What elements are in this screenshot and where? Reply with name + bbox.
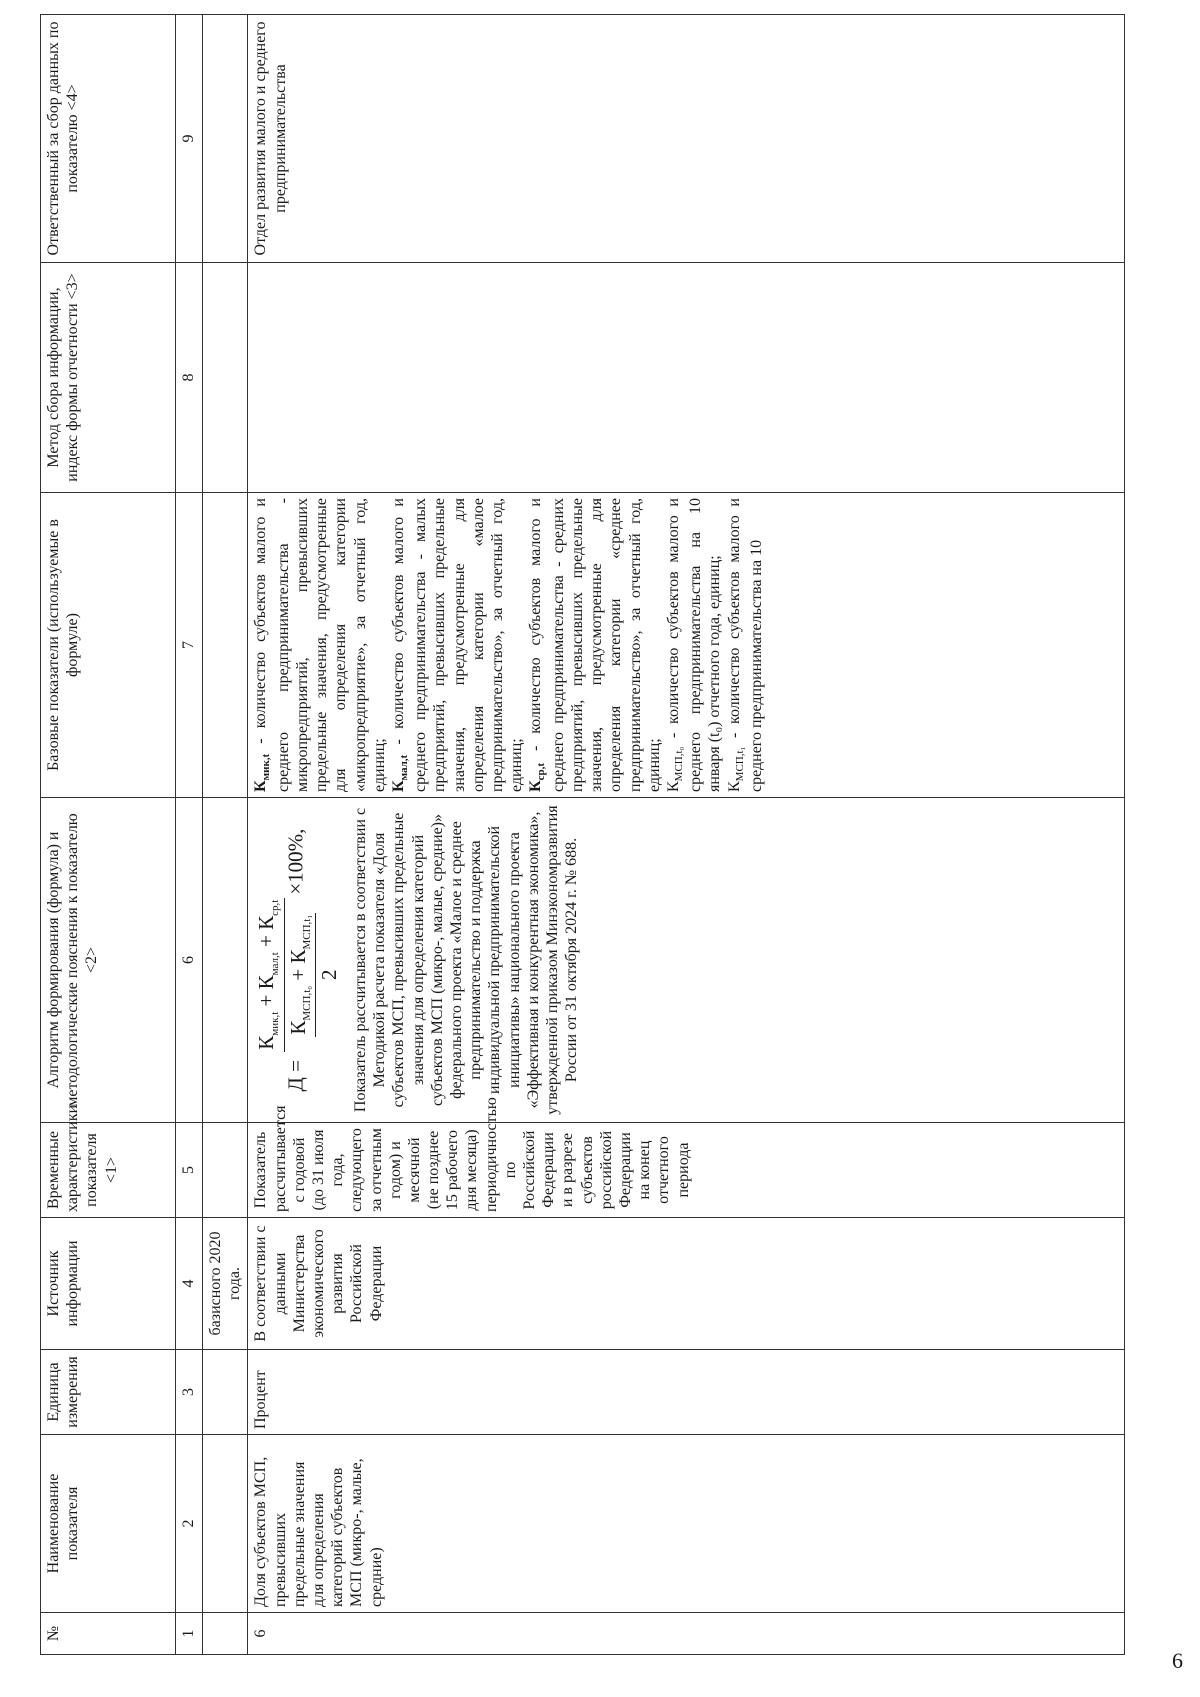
base-item: $К_{МСП,t_1}$ - количество субъектов малого и среднего предпринимательства на 10 (725, 498, 765, 792)
column-number: 1 (176, 1613, 203, 1655)
base-indicators-cell (248, 493, 1125, 798)
header-cell-method: Метод сбора информации, индекс формы отчетности <3> (41, 263, 176, 493)
column-number: 3 (176, 1350, 203, 1435)
header-cell-base: Базовые показатели (используемые в формуле) (41, 493, 176, 798)
indicator-table (40, 14, 1125, 1655)
base-item: $К_{МСП,t_0}$ - количество субъектов малого и среднего предпринимательства на 10 января (t₀) отчетного года, единиц; (664, 498, 724, 792)
header-cell-responsible: Ответственный за сбор данных по показателю <4> (41, 15, 176, 263)
column-number-row (176, 15, 203, 1655)
carryover-row (203, 15, 248, 1655)
page-number: 6 (1172, 1648, 1183, 1673)
base-item: $К_{ср,t}$ - количество субъектов малого и среднего предпринимательства - средних предприятий, превысивших предельные значения, предусмотренные для определения категории «среднее предпринимательство», за отчетный год, единиц; (527, 498, 663, 792)
row-number: 6 (248, 1613, 1125, 1655)
rotated-page (40, 15, 1124, 1655)
formula-explanation: Показатель рассчитывается в соответствии с Методикой расчета показателя «Доля субъектов МСП, превысивших предельные значения для определения категорий субъектов МСП (микро-, малые, средние)» федерального проекта «Малое и среднее предпринимательство и поддержка индивидуальной предпринимательской инициативы» национального проекта «Эффективная и конкурентная экономика», утвержденной приказом Минэкономразвития России от 31 октября 2024 г. № 688. (352, 805, 581, 1115)
indicator-name: Доля субъектов МСП, превысивших предельные значения для определения категорий субъектов МСП (микро-, малые, средние) (248, 1435, 1125, 1613)
column-number: 4 (176, 1218, 203, 1350)
column-number: 6 (176, 798, 203, 1123)
header-cell-num: № (41, 1613, 176, 1655)
method-cell (248, 263, 1125, 493)
timing-cell: Показатель рассчитывается с годовой (до 31 июля года, следующего за отчетным годом) и месячной (не позднее 15 рабочего дня месяца) периодичностью по Российской Федерации и в разрезе субъектов российской Федерации на конец отчетного периода (248, 1123, 1125, 1218)
header-cell-name: Наименование показателя (41, 1435, 176, 1613)
base-item: $К_{мал,t}$ - количество субъектов малого и среднего предпринимательства - малых предприятий, превысивших предельные значения, предусмотренные для определения категории «малое предпринимательство», за отчетный год, единиц; (389, 498, 526, 792)
source-cell: В соответствии с данными Министерства экономического развития Российской Федерации (248, 1218, 1125, 1350)
unit-cell: Процент (248, 1350, 1125, 1435)
formula-fraction: $К_{мик,t} + К_{мал,t} + К_{ср,t}$ $К_{МСП,t_0} + К_{МСП,t_1}$ 2 (254, 899, 341, 1050)
column-number: 5 (176, 1123, 203, 1218)
header-cell-timing: Временные характеристики показателя <1> (41, 1123, 176, 1218)
column-number: 8 (176, 263, 203, 493)
column-number: 2 (176, 1435, 203, 1613)
base-item: $К_{мик,t}$ - количество субъектов малого и среднего предпринимательства - микропредприятий, превысивших предельные значения, предусмотренные для определения категории «микропредприятие», за отчетный год, единиц; (252, 498, 388, 792)
column-number: 9 (176, 15, 203, 263)
header-row (41, 15, 176, 1655)
table-row (248, 15, 1125, 1655)
carryover-text: базисного 2020 года. (203, 1218, 248, 1350)
header-cell-source: Источник информации (41, 1218, 176, 1350)
column-number: 7 (176, 493, 203, 798)
formula-cell (248, 798, 1125, 1123)
formula: Д = $К_{мик,t} + К_{мал,t} + К_{ср,t}$ $К_{МСП,t_0} + К_{МСП,t_1}$ 2 ×100%, (254, 828, 341, 1092)
header-cell-unit: Единица измерения (41, 1350, 176, 1435)
responsible-cell: Отдел развития малого и среднего предпринимательства (248, 15, 1125, 263)
header-cell-formula: Алгоритм формирования (формула) и методологические пояснения к показателю <2> (41, 798, 176, 1123)
